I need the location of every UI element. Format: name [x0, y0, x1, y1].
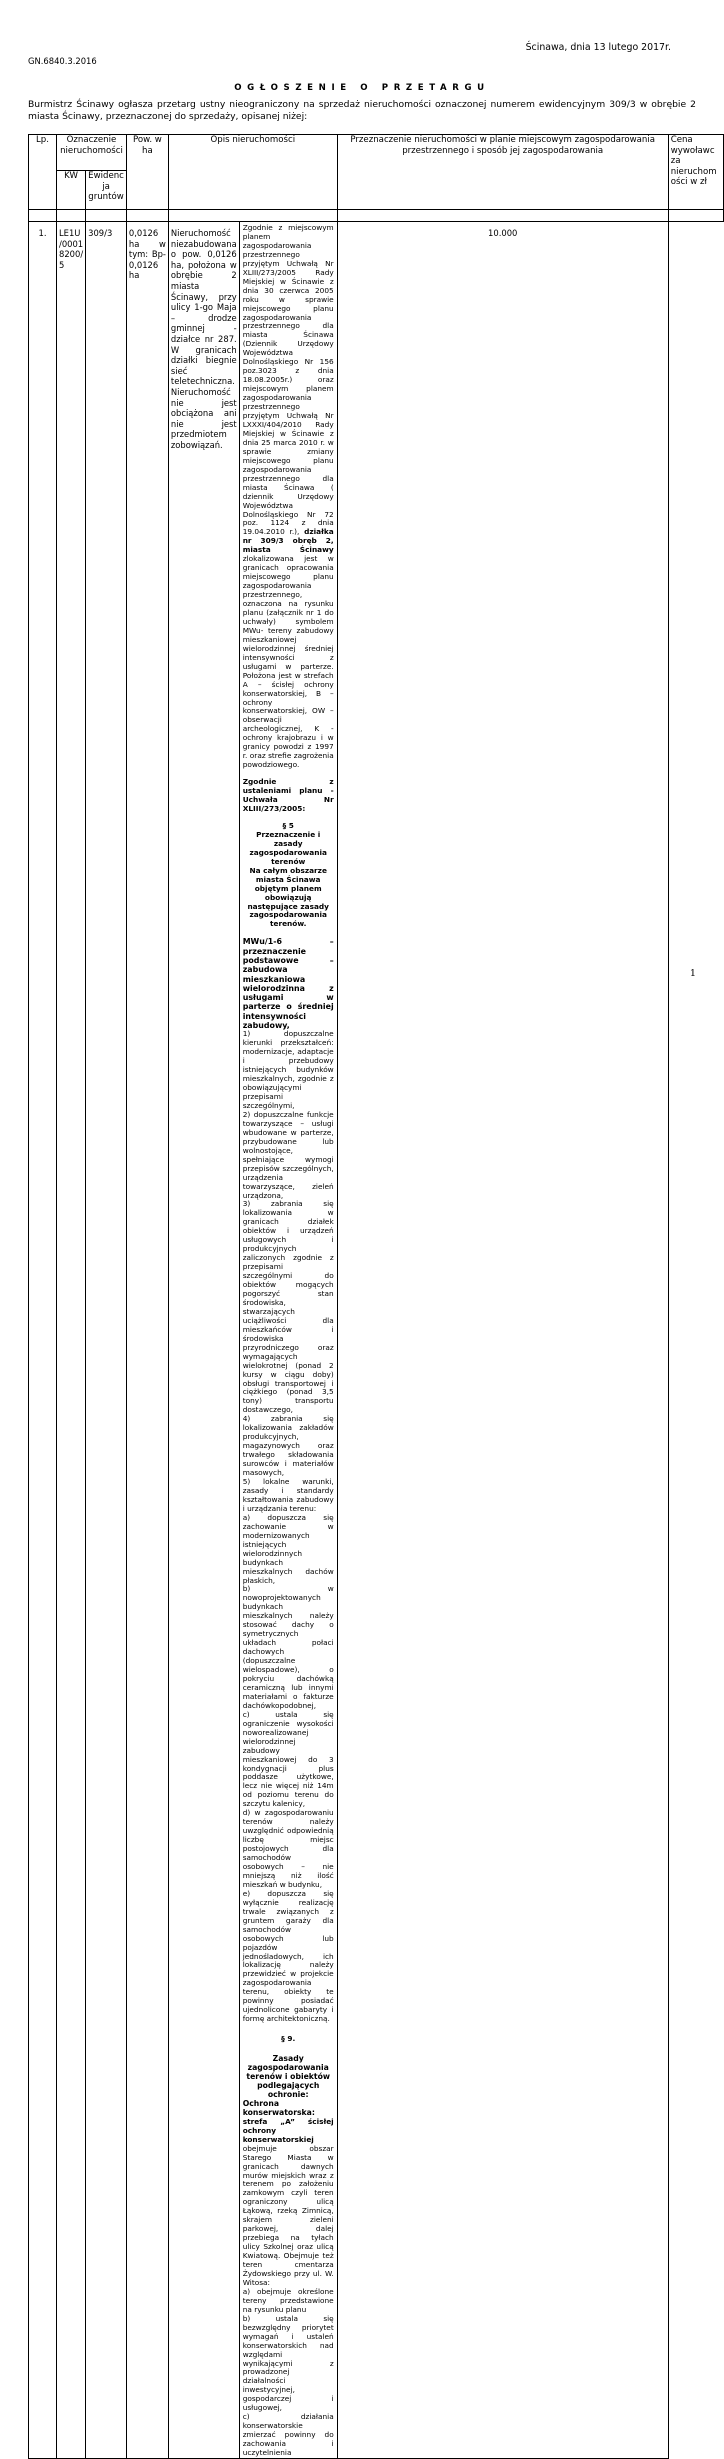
header-ewidencja: Ewidenc ja gruntów	[86, 171, 127, 210]
reference-number: GN.6840.3.2016	[28, 56, 97, 66]
row-przeznaczenie	[239, 222, 337, 2459]
property-table	[28, 134, 724, 2459]
item-1: 1) dopuszczalne kierunki przekształceń: modernizacje, adaptacje i przebudowy istniejących budynków mieszkalnych, zgodnie z obowiązującymi przepisami szczególnymi,	[242, 1029, 334, 1110]
plan-heading: Zgodnie z ustaleniami planu - Uchwała Nr XLIII/273/2005:	[242, 777, 334, 813]
item-5b: b) w nowoprojektowanych budynkach mieszkalnych należy stosować dachy o symetrycznych układach połaci dachowych (dopuszczalne wielospadowe), o pokryciu dachówką ceramiczną lub innymi materiałami o fakturze dachówkopodobnej,	[242, 1584, 334, 1710]
section-9-title: Zasady zagospodarowania terenów i obiektów podlegających ochronie:	[246, 2054, 330, 2099]
item-4: 4) zabrania się lokalizowania zakładów produkcyjnych, magazynowych oraz trwałego składowania surowców i materiałów masowych,	[242, 1414, 334, 1478]
header-lp: Lp.	[29, 135, 57, 210]
mwu-heading: MWu/1-6 – przeznaczenie podstawowe – zabudowa mieszkaniowa wielorodzinna z usługami w parterze o średniej intensywności zabudowy,	[242, 937, 334, 1031]
document-date: Ścinawa, dnia 13 lutego 2017r.	[525, 42, 671, 53]
section-9-subtitle: Ochrona konserwatorska:	[242, 2098, 315, 2117]
document-title: OGŁOSZENIE O PRZETARGU	[234, 83, 490, 93]
section-5-number: § 5	[282, 820, 294, 830]
item-3: 3) zabrania się lokalizowania w granicach działek obiektów i urządzeń usługowych i produkcyjnych zaliczonych zgodnie z przepisami szczególnymi do obiektów mogących pogorszyć stan środowiska, stwarzających uciążliwości dla mieszkańców i środowiska przyrodniczego oraz wymagających wielokrotnej (ponad 2 kursy w ciągu doby) obsługi transportowej i ciężkiego (ponad 3,5 tony) transportu dostawczego,	[242, 1199, 334, 1415]
row-cena: 10.000	[337, 222, 668, 2459]
row-lp: 1.	[29, 222, 57, 2459]
intro-paragraph: Burmistrz Ścinawy ogłasza przetarg ustny nieograniczony na sprzedaż nieruchomości oznaczonej numerem ewidencyjnym 309/3 w obrębie 2 miasta Ścinawy, przeznaczonej do sprzedaży, opisanej niżej:	[28, 99, 696, 122]
row-kw: LE1U /0001 8200/ 5	[57, 222, 86, 2459]
header-cena: Cena wywoławc za nieruchom ości w zł	[668, 135, 723, 210]
item2-a: a) obejmuje określone tereny przedstawione na rysunku planu	[242, 2286, 334, 2314]
item-5d: d) w zagospodarowaniu terenów należy uwzględnić odpowiednią liczbę miejsc postojowych dla samochodów osobowych – nie mniejszą niż ilość mieszkań w budynku,	[242, 1808, 334, 1889]
item-5a: a) dopuszcza się zachowanie w modernizowanych istniejących wielorodzinnych budynkach mieszkalnych dachów płaskich,	[242, 1512, 334, 1585]
page-number: 1	[689, 968, 696, 979]
item2-b: b) ustala się bezwzględny priorytet wymagań i ustaleń konserwatorskich nad względami wynikającymi z prowadzonej działalności inwestycyjnej, gospodarczej i usługowej,	[242, 2313, 334, 2413]
strefa-a-paragraph: strefa „A” ścisłej ochrony konserwatorskiej obejmuje obszar Starego Miasta w granicach dawnych murów miejskich wraz z terenem po założeniu zamkowym czyli teren ograniczony ulicą Łąkową, rzeką Zimnicą, skrajem zieleni parkowej, dalej przebiega na tyłach ulicy Szkolnej oraz ulicą Kwiatową. Obejmuje też teren cmentarza Żydowskiego przy ul. W. Witosa:	[242, 2116, 334, 2287]
plan-paragraph-1: Zgodnie z miejscowym planem zagospodarowania przestrzennego przyjętym Uchwałą Nr XLIII/273/2005 Rady Miejskiej w Ścinawie z dnia 30 czerwca 2005 roku w sprawie miejscowego planu zagospodarowania przestrzennego dla miasta Ścinawa (Dziennik Urzędowy Województwa Dolnośląskiego Nr 156 poz.3023 z dnia 18.08.2005r.) oraz miejscowym planem zagospodarowania przestrzennego przyjętym Uchwałą Nr LXXXI/404/2010 Rady Miejskiej w Ścinawie z dnia 25 marca 2010 r. w sprawie zmiany miejscowego planu zagospodarowania przestrzennego dla miasta Ścinawa ( dziennik Urzędowy Województwa Dolnośląskiego Nr 72 poz. 1124 z dnia 19.04.2010 r.), działka nr 309/3 obręb 2, miasta Ścinawy zlokalizowana jest w granicach opracowania miejscowego planu zagospodarowania przestrzennego, oznaczona na rysunku planu (załącznik nr 1 do uchwały) symbolem MWu- tereny zabudowy mieszkaniowej wielorodzinnej średniej intensywności z usługami w parterze. Położona jest w strefach A – ścisłej ochrony konserwatorskiej, B – ochrony konserwatorskiej, OW – obserwacji archeologicznej, K - ochrony krajobrazu i w granicy powodzi z 1997 r. oraz strefie zagrożenia powodziowego.	[242, 223, 334, 770]
section-5-title: Przeznaczenie i zasady zagospodarowania terenów	[249, 829, 327, 866]
header-pow: Pow. w ha	[126, 135, 168, 210]
item-5: 5) lokalne warunki, zasady i standardy kształtowania zabudowy i urządzania terenu:	[242, 1477, 334, 1513]
item-2: 2) dopuszczalne funkcje towarzyszące – usługi wbudowane w parterze, przybudowane lub wolnostojące, spełniające wymogi przepisów szczególnych, urządzenia towarzyszące, zieleń urządzona,	[242, 1109, 334, 1200]
item-5e: e) dopuszcza się wyłącznie realizację trwale związanych z gruntem garaży dla samochodów osobowych lub pojazdów jednośladowych, ich lokalizację należy przewidzieć w projekcie zagospodarowania terenu, obiekty te powinny posiadać ujednolicone gabaryty i formę architektoniczną.	[242, 1888, 334, 2024]
row-opis: Nieruchomość niezabudowana o pow. 0,0126 ha, położona w obrębie 2 miasta Ścinawy, przy ulicy 1-go Maja – drodze gminnej - działce nr 287. W granicach działki biegnie sieć teletechniczna. Nieruchomość nie jest obciążona ani nie jest przedmiotem zobowiązań.	[168, 222, 239, 2459]
section-5-subtitle: Na całym obszarze miasta Ścinawa objętym planem obowiązują następujące zasady zagospodarowania terenów.	[247, 865, 329, 929]
header-kw: KW	[57, 171, 86, 210]
item2-c: c) działania konserwatorskie zmierzać powinny do zachowania i uczytelnienia	[242, 2412, 334, 2458]
header-oznaczenie: Oznaczenie nieruchomości	[57, 135, 127, 171]
header-przeznaczenie: Przeznaczenie nieruchomości w planie miejscowym zagospodarowania przestrzennego i sposób jej zagospodarowania	[337, 135, 668, 210]
row-pow: 0,0126 ha w tym: Bp-0,0126 ha	[126, 222, 168, 2459]
header-opis: Opis nieruchomości	[168, 135, 337, 210]
item-5c: c) ustala się ograniczenie wysokości noworealizowanej wielorodzinnej zabudowy mieszkaniowej do 3 kondygnacji plus poddasze użytkowe, lecz nie więcej niż 14m od poziomu terenu do szczytu kalenicy,	[242, 1709, 334, 1809]
row-ewidencja: 309/3	[86, 222, 127, 2459]
parcel-bold: działka nr 309/3 obręb 2, miasta Ścinawy	[242, 527, 334, 555]
section-9-number: § 9.	[281, 2034, 296, 2044]
